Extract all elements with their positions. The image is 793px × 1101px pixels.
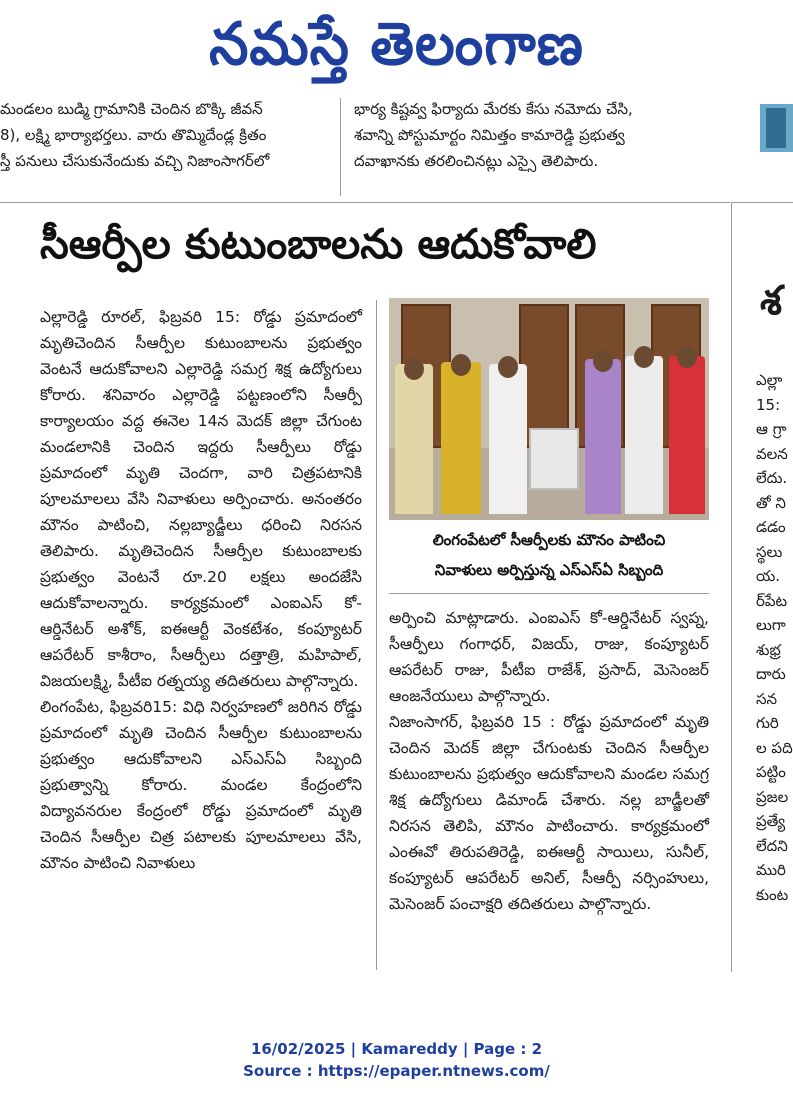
- adjacent-text-line: య.: [756, 567, 781, 585]
- chair-with-portraits: [529, 428, 579, 490]
- section-divider: [0, 202, 730, 203]
- adjacent-text-line: ప్రజల: [756, 787, 789, 806]
- text-line: దవాఖానకు తరలించినట్లు ఎస్సై తెలిపారు.: [354, 152, 599, 170]
- adjacent-text-line: ర్‌పేట: [756, 591, 788, 610]
- article-paragraph: నిజాంసాగర్, ఫిబ్రవరి 15 : రోడ్డు ప్రమాదంలో మృతి చెందిన మెదక్ జిల్లా చేగుంటకు చెందిన సీఆర్పీల కుటుంబాలను ప్రభుత్వం ఆదుకోవాలని మండల సమగ్ర శిక్ష ఉద్యోగులు డిమాండ్ చేశారు. నల్ల బాడ్జీలతో నిరసన తెలిపి, మౌనం పాటించారు. కార్యక్రమంలో ఎంఈవో తిరుపతిరెడ్డి, ఐఈఆర్టీ సాయిలు, సునీల్, కంప్యూటర్ ఆపరేటర్ అనిల్, సీఆర్పీ నర్సింహులు, మెసెంజర్ పంచాక్షరి తదితరులు పాల్గొన్నారు.: [389, 713, 709, 913]
- side-photo-fragment: [760, 104, 793, 152]
- article-column-right: [389, 605, 709, 975]
- adjacent-text-line: 15:: [756, 395, 781, 414]
- text-line: శవాన్ని పోస్టుమార్టం నిమిత్తం కామారెడ్డి ప్రభుత్వ: [354, 126, 625, 144]
- article-column-left: [40, 304, 362, 974]
- adjacent-text-line: ఆ గ్రా: [756, 420, 787, 438]
- caption-divider: [389, 593, 709, 594]
- adjacent-text-line: ల పది: [756, 738, 793, 757]
- adjacent-text-line: స్థలు: [756, 542, 783, 561]
- footer-date-edition: 16/02/2025 | Kamareddy | Page : 2: [250, 1040, 543, 1058]
- photo-caption: [389, 525, 709, 591]
- adjacent-text-line: దారు: [756, 665, 786, 683]
- article-paragraph: ఎల్లారెడ్డి రూరల్, ఫిబ్రవరి 15: రోడ్డు ప్రమాదంలో మృతిచెందిన సీఆర్పీల కుటుంబాలను ప్రభుత్వం వెంటనే ఆదుకోవాలని ఎల్లారెడ్డి సమగ్ర శిక్ష ఉద్యోగులు కోరారు. శనివారం ఎల్లారెడ్డి పట్టణంలోని సీఆర్పీ కార్యాలయం వద్ద ఈనెల 14న మెదక్ జిల్లా చేగుంట మండలానికి చెందిన ఇద్దరు సీఆర్పీలు రోడ్డు ప్రమాదంలో మృతి చెందగా, వారి చిత్రపటానికి పూలమాలలు వేసి నివాళులు అర్పించారు. అనంతరం మౌనం పాటించి, నల్లబ్యాడ్జీలు ధరించి నిరసన తెలిపారు. మృతిచెందిన సీఆర్పీల కుటుంబాలకు ప్రభుత్వం వెంటనే రూ.20 లక్షలు అందజేసి ఆదుకోవాలన్నారు. కార్యక్రమంలో ఎంఐఎస్ కో-ఆర్డినేటర్ అశోక్, ఐఈఆర్టీ వెంకటేశం, కంప్యూటర్ ఆపరేటర్ కాశీరాం, సీఆర్పీలు దత్తాత్రి, మహిపాల్, విజయలక్ష్మి, పీటీఐ రత్నయ్య తదితరులు పాల్గొన్నారు.: [40, 308, 362, 690]
- page-footer: [0, 1038, 793, 1082]
- adjacent-text-line: లేదని: [756, 836, 788, 855]
- adjacent-article-fragment: [752, 200, 793, 980]
- prev-article-fragment-left: [0, 100, 330, 194]
- prev-article-fragment-right: [354, 100, 709, 194]
- article-headline: సీఆర్పీల కుటుంబాలను ఆదుకోవాలి: [40, 220, 597, 268]
- adjacent-text-line: శుభ్ర: [756, 640, 781, 659]
- adjacent-text-line: పట్టిం: [756, 763, 786, 781]
- text-line: మండలం బుడ్మి గ్రామానికి చెందిన బొక్కి జీవన్: [0, 100, 263, 118]
- adjacent-text-line: లుగా: [756, 616, 786, 634]
- adjacent-text-line: డడం: [756, 518, 786, 536]
- adjacent-text-line: సన: [756, 689, 778, 708]
- article-paragraph: అర్పించి మాట్లాడారు. ఎంఐఎస్ కో-ఆర్డినేటర్ స్వప్న, సీఆర్పీలు గంగాధర్, విజయ్, రాజు, కంప్యూటర్ ఆపరేటర్ రాజు, పీటీఐ రాజేశ్, ప్రసాద్, మెసెంజర్ ఆంజనేయులు పాల్గొన్నారు.: [389, 609, 709, 705]
- caption-line: నివాళులు అర్పిస్తున్న ఎస్ఎస్ఏ సిబ్బంది: [434, 561, 664, 579]
- adjacent-text-line: లేదు.: [756, 469, 788, 487]
- adjacent-text-line: తో ని: [756, 493, 786, 512]
- article-paragraph: లింగంపేట, ఫిబ్రవరి15: విధి నిర్వహణలో జరిగిన రోడ్డు ప్రమాదంలో మృతి చెందిన సీఆర్పీల కుటుంబాలను ప్రభుత్వం ఆదుకోవాలని ఎస్ఎస్ఏ సిబ్బంది ప్రభుత్వాన్ని కోరారు. మండల కేంద్రంలోని విద్యావనరుల కేంద్రంలో రోడ్డు ప్రమాదంలో మృతి చెందిన సీఆర్పీల చిత్ర పటాలకు పూలమాలలు వేసి, మౌనం పాటించి నివాళులు: [40, 698, 362, 872]
- newspaper-title: నమస్తే తెలంగాణ: [209, 10, 584, 79]
- adjacent-text-line: మురి: [756, 861, 786, 879]
- adjacent-text-line: ఎల్లా: [756, 371, 783, 389]
- adjacent-text-lines: [756, 368, 793, 907]
- adjacent-headline-fragment: శ: [760, 278, 782, 324]
- caption-line: లింగంపేటలో సీఆర్పీలకు మౌనం పాటించి: [432, 531, 666, 549]
- adjacent-text-line: వలన: [756, 444, 788, 463]
- text-line: భార్య కిష్టవ్వ ఫిర్యాదు మేరకు కేసు నమోదు చేసి,: [354, 100, 633, 118]
- text-line: స్తీ పనులు చేసుకునేందుకు వచ్చి నిజాంసాగర్‌లో: [0, 152, 270, 170]
- adjacent-text-line: గురి: [756, 714, 779, 732]
- adjacent-text-line: ప్రత్యే: [756, 812, 786, 830]
- masthead: [0, 0, 793, 90]
- column-divider: [376, 300, 377, 970]
- column-divider: [340, 98, 341, 196]
- text-line: 8), లక్ష్మి భార్యాభర్తలు. వారు తొమ్మిదేండ్ల క్రితం: [0, 126, 267, 144]
- adjacent-text-line: కుంట: [756, 885, 789, 904]
- column-divider: [731, 202, 732, 972]
- footer-source[interactable]: Source : https://epaper.ntnews.com/: [243, 1062, 550, 1080]
- news-photo: [389, 298, 709, 520]
